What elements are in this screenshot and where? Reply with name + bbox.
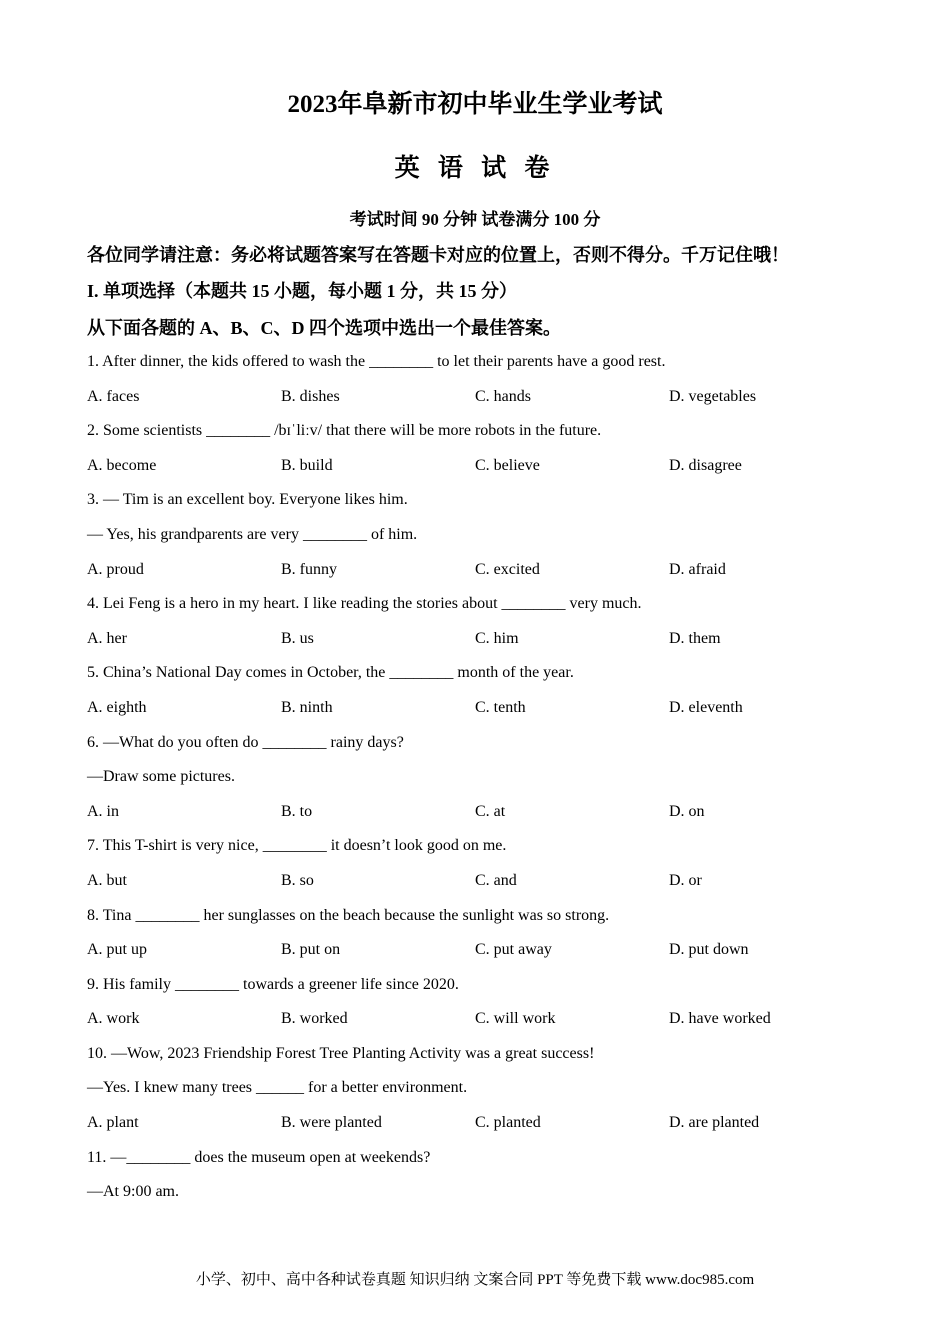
- answer-option: D. are planted: [669, 1114, 760, 1132]
- answer-option: D. vegetables: [669, 387, 757, 405]
- answer-option: A. in: [87, 802, 119, 820]
- answer-option: D. or: [669, 871, 702, 889]
- answer-option: A. eighth: [87, 698, 147, 716]
- question-stem-line: —Draw some pictures.: [87, 768, 235, 786]
- answer-option: C. excited: [475, 560, 540, 578]
- answer-option: B. were planted: [281, 1114, 382, 1132]
- answer-option: D. have worked: [669, 1010, 771, 1028]
- options-row: [87, 454, 887, 489]
- footer-text: 小学、初中、高中各种试卷真题 知识归纳 文案合同 PPT 等免费下载 www.doc985.com: [195, 1272, 755, 1288]
- answer-option: C. believe: [475, 456, 540, 474]
- answer-option: B. to: [281, 802, 313, 820]
- question-stem-line: 4. Lei Feng is a hero in my heart. I like reading the stories about ________ very much.: [87, 595, 642, 613]
- question-stem-line: —At 9:00 am.: [87, 1183, 179, 1201]
- answer-option: A. become: [87, 456, 157, 474]
- answer-option: D. eleventh: [669, 698, 743, 716]
- answer-option: C. hands: [475, 387, 531, 405]
- answer-option: D. disagree: [669, 456, 742, 474]
- answer-option: A. her: [87, 629, 127, 647]
- answer-option: A. plant: [87, 1114, 139, 1132]
- question-stem-line: 6. —What do you often do ________ rainy days?: [87, 733, 404, 751]
- section-instruction: 从下面各题的 A、B、C、D 四个选项中选出一个最佳答案。: [87, 318, 562, 338]
- answer-option: A. proud: [87, 560, 144, 578]
- question-stem-line: 7. This T-shirt is very nice, ________ it doesn’t look good on me.: [87, 837, 507, 855]
- options-row: [87, 627, 887, 662]
- question-stem-line: 11. —________ does the museum open at weekends?: [87, 1148, 431, 1166]
- question-stem-line: 8. Tina ________ her sunglasses on the beach because the sunlight was so strong.: [87, 906, 610, 924]
- question-stem-line: 2. Some scientists ________ /bɪˈliːv/ that there will be more robots in the future.: [87, 422, 602, 440]
- options-row: [87, 385, 887, 420]
- question-stem-line: 10. —Wow, 2023 Friendship Forest Tree Planting Activity was a great success!: [87, 1044, 595, 1062]
- answer-option: A. but: [87, 871, 127, 889]
- options-row: [87, 558, 887, 593]
- options-row: [87, 696, 887, 731]
- options-row: [87, 1007, 887, 1042]
- answer-option: B. ninth: [281, 698, 333, 716]
- options-row: [87, 869, 887, 904]
- options-row: [87, 800, 887, 835]
- exam-title: 2023年阜新市初中毕业生学业考试: [287, 91, 663, 118]
- answer-option: D. put down: [669, 941, 749, 959]
- answer-option: D. them: [669, 629, 721, 647]
- question-stem-line: 5. China’s National Day comes in October, the ________ month of the year.: [87, 664, 574, 682]
- answer-option: C. planted: [475, 1114, 541, 1132]
- answer-option: D. afraid: [669, 560, 726, 578]
- question-stem-line: 1. After dinner, the kids offered to wash the ________ to let their parents have a good rest.: [87, 353, 666, 370]
- section-heading: I. 单项选择（本题共 15 小题，每小题 1 分，共 15 分）: [87, 281, 518, 301]
- answer-option: B. us: [281, 629, 314, 647]
- answer-option: A. put up: [87, 941, 147, 959]
- question-stem-line: 3. — Tim is an excellent boy. Everyone likes him.: [87, 491, 408, 509]
- answer-option: D. on: [669, 802, 705, 820]
- answer-option: B. build: [281, 456, 333, 474]
- answer-option: C. tenth: [475, 698, 526, 716]
- question-list: [87, 350, 887, 1215]
- answer-option: A. work: [87, 1010, 140, 1028]
- answer-option: B. so: [281, 871, 314, 889]
- answer-option: A. faces: [87, 387, 140, 405]
- notice-text: 各位同学请注意：务必将试题答案写在答题卡对应的位置上，否则不得分。千万记住哦！: [87, 245, 789, 265]
- options-row: [87, 938, 887, 973]
- question-stem-line: —Yes. I knew many trees ______ for a better environment.: [87, 1079, 468, 1097]
- exam-info: 考试时间 90 分钟 试卷满分 100 分: [349, 210, 601, 229]
- answer-option: B. worked: [281, 1010, 348, 1028]
- answer-option: B. funny: [281, 560, 337, 578]
- exam-subtitle: 英 语 试 卷: [394, 155, 556, 182]
- answer-option: B. dishes: [281, 387, 340, 405]
- answer-option: C. at: [475, 802, 506, 820]
- question-stem-line: — Yes, his grandparents are very ________ of him.: [87, 525, 418, 543]
- answer-option: C. will work: [475, 1010, 556, 1028]
- answer-option: C. and: [475, 871, 517, 889]
- answer-option: C. put away: [475, 941, 552, 959]
- options-row: [87, 1111, 887, 1146]
- answer-option: C. him: [475, 629, 519, 647]
- answer-option: B. put on: [281, 941, 341, 959]
- question-stem-line: 9. His family ________ towards a greener life since 2020.: [87, 975, 459, 993]
